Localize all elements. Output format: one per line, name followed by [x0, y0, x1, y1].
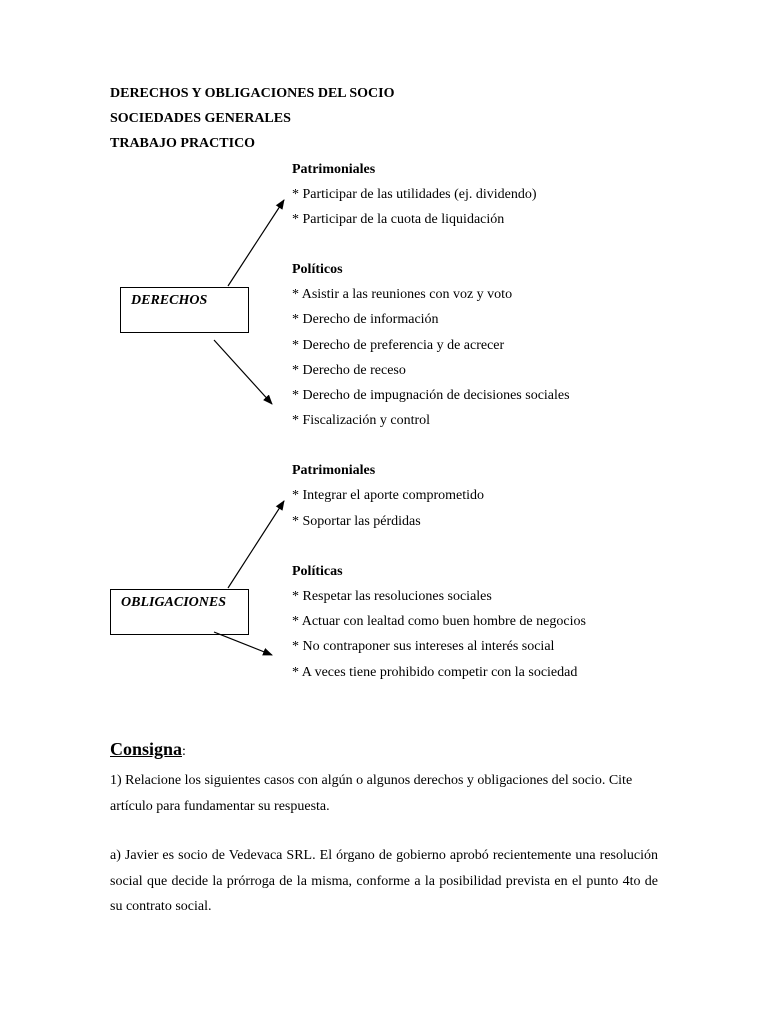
- consigna-paragraph-2: a) Javier es socio de Vedevaca SRL. El órgano de gobierno aprobó recientemente una resolución social que decide la prórroga de la misma, conforme a la posibilidad prevista en el punto 4to de su contrato social.: [110, 848, 658, 914]
- consigna-colon: :: [182, 744, 186, 759]
- derechos-politicos-item: * Derecho de preferencia y de acrecer: [292, 338, 505, 353]
- derechos-politicos-item: * Fiscalización y control: [292, 413, 431, 428]
- arrow-obligaciones-politicas: [214, 632, 272, 655]
- arrow-derechos-politicos: [214, 340, 272, 404]
- obligaciones-politicas-item: * Actuar con lealtad como buen hombre de negocios: [292, 614, 586, 629]
- derechos-politicos-item: * Derecho de receso: [292, 363, 406, 378]
- derechos-box-label: DERECHOS: [131, 293, 208, 308]
- arrow-obligaciones-patrimoniales: [228, 501, 284, 588]
- derechos-politicos-item: * Derecho de información: [292, 312, 439, 327]
- derechos-patrimoniales-item: * Participar de las utilidades (ej. dividendo): [292, 187, 537, 202]
- derechos-politicos-item: * Derecho de impugnación de decisiones sociales: [292, 388, 570, 403]
- derechos-patrimoniales-title: Patrimoniales: [292, 162, 376, 177]
- obligaciones-patrimoniales-item: * Soportar las pérdidas: [292, 514, 421, 529]
- obligaciones-box: [110, 589, 249, 635]
- obligaciones-box-label: OBLIGACIONES: [121, 595, 227, 610]
- consigna-heading: [110, 739, 186, 760]
- derechos-box: [120, 287, 249, 333]
- derechos-politicos-title: Políticos: [292, 262, 343, 277]
- derechos-patrimoniales-item: * Participar de la cuota de liquidación: [292, 212, 505, 227]
- derechos-politicos-item: * Asistir a las reuniones con voz y voto: [292, 287, 513, 302]
- doc-title-line-2: SOCIEDADES GENERALES: [110, 111, 291, 126]
- obligaciones-politicas-item: * A veces tiene prohibido competir con la sociedad: [292, 665, 578, 680]
- obligaciones-politicas-item: * No contraponer sus intereses al interés social: [292, 639, 555, 654]
- obligaciones-politicas-item: * Respetar las resoluciones sociales: [292, 589, 492, 604]
- arrow-derechos-patrimoniales: [228, 200, 284, 286]
- doc-title-line-1: DERECHOS Y OBLIGACIONES DEL SOCIO: [110, 86, 395, 101]
- consigna-paragraph-1: 1) Relacione los siguientes casos con algún o algunos derechos y obligaciones del socio. Cite artículo para fundamentar su respuesta.: [110, 773, 633, 814]
- doc-title-line-3: TRABAJO PRACTICO: [110, 136, 256, 151]
- consigna-title: Consigna: [110, 739, 183, 759]
- obligaciones-politicas-title: Políticas: [292, 564, 343, 579]
- obligaciones-patrimoniales-title: Patrimoniales: [292, 463, 376, 478]
- obligaciones-patrimoniales-item: * Integrar el aporte comprometido: [292, 488, 485, 503]
